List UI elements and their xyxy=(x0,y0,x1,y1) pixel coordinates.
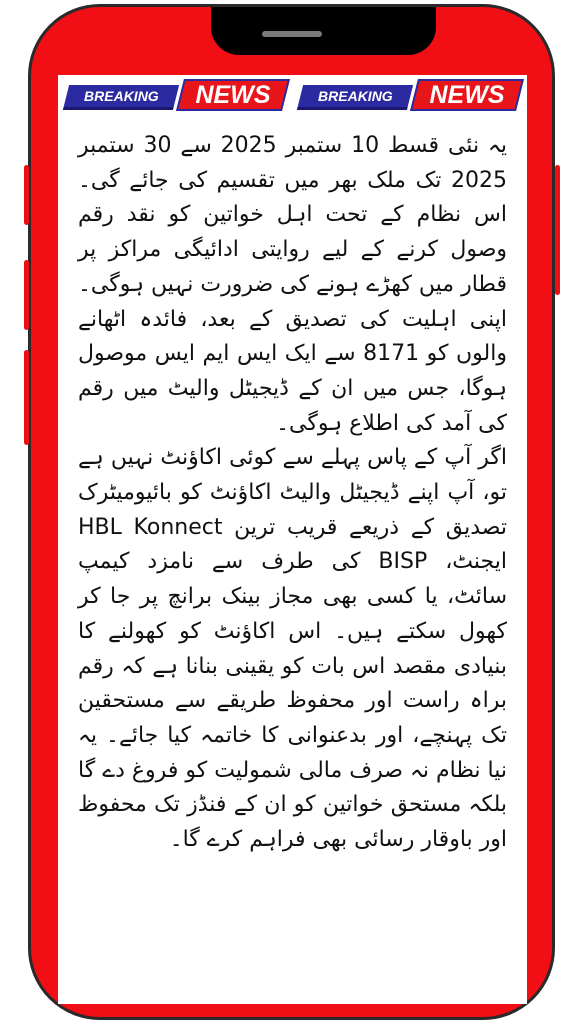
breaking-label: BREAKING xyxy=(318,88,393,104)
breaking-news-banner-1 xyxy=(62,79,290,113)
speaker-grille xyxy=(262,31,322,37)
news-label-box xyxy=(176,79,290,111)
phone-screen xyxy=(58,75,527,1004)
news-label: NEWS xyxy=(195,81,271,109)
article-paragraph-1: یہ نئی قسط 10 ستمبر 2025 سے 30 ستمبر 2025 تک ملک بھر میں تقسیم کی جائے گی۔ اس نظام کے تحت اہل خواتین کو نقد رقم وصول کرنے کے لیے روایتی ادائیگی مراکز پر قطار میں کھڑے ہونے کی ضرورت نہیں ہوگی۔ اپنی اہلیت کی تصدیق کے بعد، فائدہ اٹھانے والوں کو 8171 سے ایک ایس ایم ایس موصول ہوگا، جس میں ان کے ڈیجیٹل والیٹ میں رقم کی آمد کی اطلاع ہوگی۔ xyxy=(78,133,507,436)
side-button-left-2 xyxy=(24,260,29,330)
news-article xyxy=(78,129,507,858)
breaking-label-box xyxy=(297,85,413,110)
news-label: NEWS xyxy=(429,81,505,109)
breaking-label-box xyxy=(63,85,179,110)
breaking-label: BREAKING xyxy=(84,88,159,104)
phone-notch xyxy=(211,7,436,55)
breaking-news-banner-2 xyxy=(296,79,524,113)
news-label-box xyxy=(410,79,524,111)
side-button-right xyxy=(555,165,560,295)
side-button-left-3 xyxy=(24,350,29,445)
breaking-news-banners xyxy=(58,79,527,115)
side-button-left-1 xyxy=(24,165,29,225)
article-paragraph-2: اگر آپ کے پاس پہلے سے کوئی اکاؤنٹ نہیں ہے تو، آپ اپنے ڈیجیٹل والیٹ اکاؤنٹ کو بائیومیٹرک تصدیق کے ذریعے قریب ترین HBL Konnect ایجنٹ، BISP کی طرف سے نامزد کیمپ سائٹ، یا کسی بھی مجاز بینک برانچ پر جا کر کھول سکتے ہیں۔ اس اکاؤنٹ کو کھولنے کا بنیادی مقصد اس بات کو یقینی بنانا ہے کہ رقم براہ راست اور محفوظ طریقے سے مستحقین تک پہنچے، اور بدعنوانی کا خاتمہ کیا جائے۔ یہ نیا نظام نہ صرف مالی شمولیت کو فروغ دے گا بلکہ مستحق خواتین کو ان کے فنڈز تک محفوظ اور باوقار رسائی بھی فراہم کرے گا۔ xyxy=(78,445,507,853)
